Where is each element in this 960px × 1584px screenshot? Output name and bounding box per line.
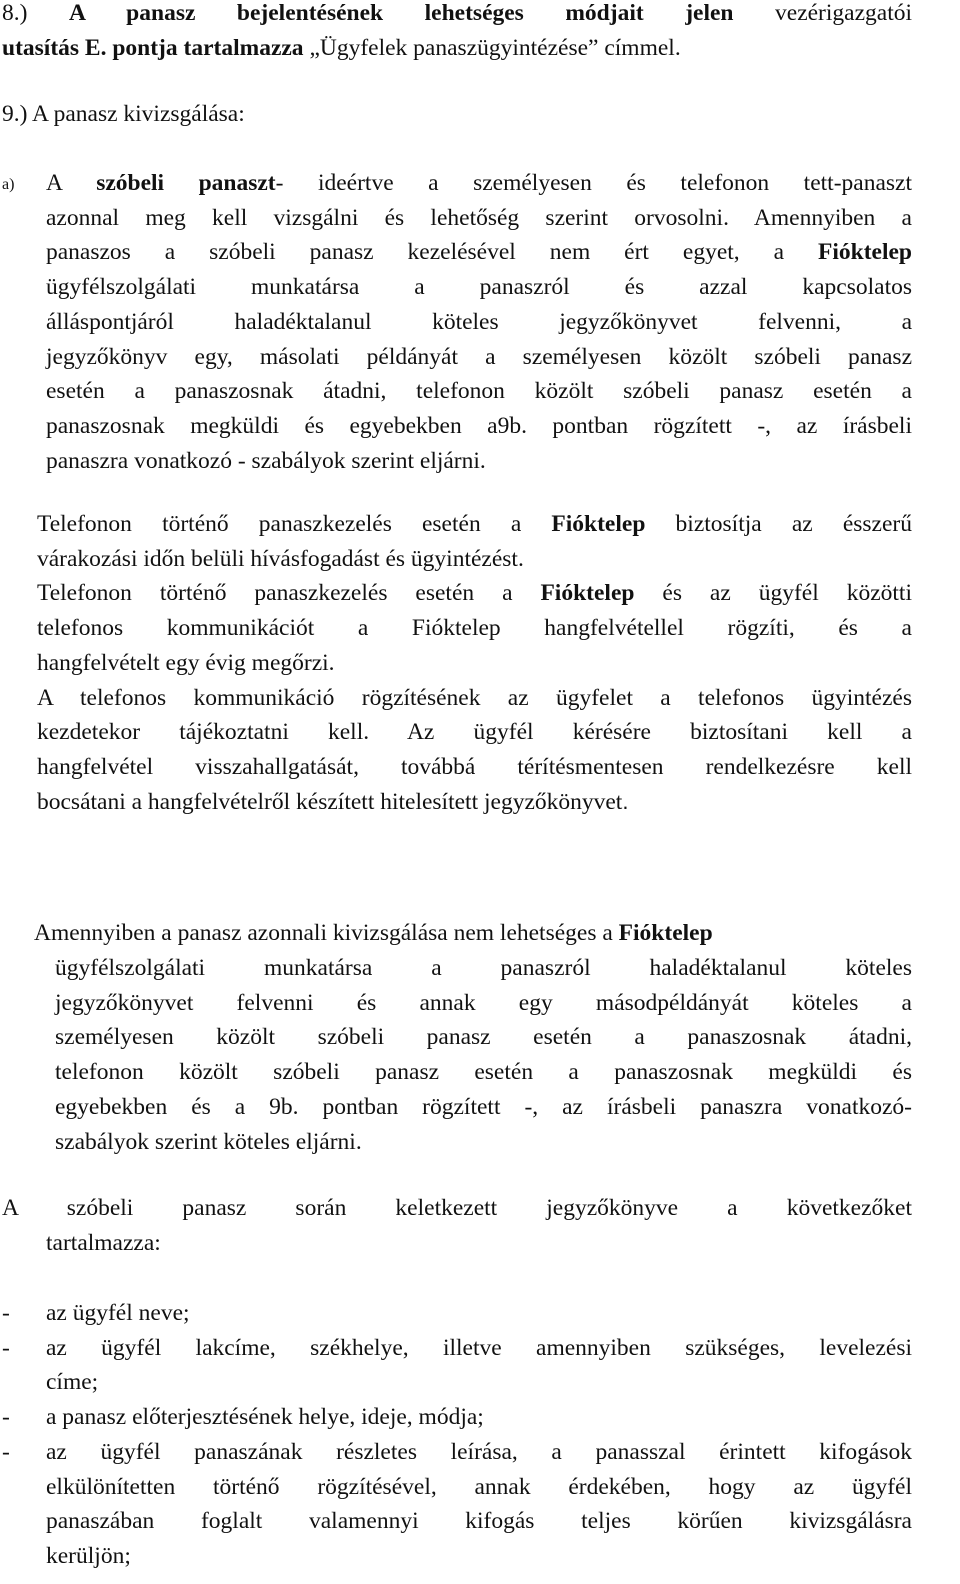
minutes-intro-line-2: tartalmazza: bbox=[46, 1230, 161, 1256]
item-a-bold-term: szóbeli panaszt bbox=[96, 170, 276, 196]
section-8-bold-text: A panasz bejelentésének lehetséges módjait jelen bbox=[68, 0, 734, 26]
list-item-line: címe; bbox=[46, 1369, 99, 1396]
list-item-line: az ügyfél neve; bbox=[46, 1300, 190, 1326]
phone-text-end: . bbox=[622, 788, 629, 814]
not-immediate-line-7: szabályok szerint köteles eljárni. bbox=[55, 1128, 362, 1155]
item-a-marker-text: a) bbox=[2, 176, 15, 193]
list-item-line: elkülönítetten történő rögzítésével, annak érdekében, hogy az ügyfél bbox=[46, 1473, 912, 1500]
item-a-text: Amennyiben a bbox=[728, 204, 912, 231]
item-a-line-6: jegyzőkönyv egy, másolati példányát a személyesen közölt szóbeli panasz bbox=[46, 343, 912, 370]
list-item bbox=[2, 1435, 912, 1574]
phone-p3-line-4 bbox=[37, 785, 912, 820]
not-immediate-line-2: ügyfélszolgálati munkatársa a panaszról haladéktalanul köteles bbox=[55, 955, 912, 981]
phone-text: bocsátani a hangfelvételről készített hitelesített jegyzőkönyvet bbox=[37, 788, 623, 815]
not-immediate-first-line bbox=[34, 916, 912, 951]
not-immediate-line-1 bbox=[34, 916, 912, 951]
section-9-heading-text: 9.) A panasz kivizsgálása: bbox=[2, 101, 245, 127]
phone-p2-line-3: hangfelvételt egy évig megőrzi. bbox=[37, 649, 335, 676]
item-a-bold-term: Fióktelep bbox=[818, 239, 912, 266]
section-8-text: vezérigazgatói bbox=[733, 0, 913, 26]
phone-bold-term: Fióktelep bbox=[551, 511, 646, 537]
list-item-line: a panasz előterjesztésének helye, ideje, módja; bbox=[46, 1404, 484, 1431]
phone-text: biztosítja az ésszerű bbox=[645, 511, 912, 537]
phone-paragraphs bbox=[37, 507, 912, 819]
phone-p1-line-1 bbox=[37, 507, 912, 542]
item-a-text: panaszos a szóbeli panasz kezelésével nem ért egyet, a bbox=[46, 239, 818, 266]
phone-p3-line-1: A telefonos kommunikáció rögzítésének az ügyfelet a telefonos ügyintézés bbox=[37, 684, 912, 711]
list-dash: - bbox=[2, 1438, 10, 1465]
item-a-text: azonnal meg kell vizsgálni és lehetőség szerint orvosolni. bbox=[46, 204, 729, 231]
phone-p2-line-1 bbox=[37, 576, 912, 611]
section-8-text-2: „Ügyfelek panaszügyintézése” címmel. bbox=[303, 34, 681, 61]
phone-p1-line-2: várakozási időn belüli hívásfogadást és ügyintézést. bbox=[37, 545, 524, 572]
list-item-line: panaszában foglalt valamennyi kifogás teljes körűen kivizsgálásra bbox=[46, 1508, 912, 1535]
phone-p2-line-2: telefonos kommunikációt a Fióktelep hangfelvétellel rögzíti, és a bbox=[37, 615, 912, 642]
list-dash: - bbox=[2, 1300, 10, 1326]
item-a-line-5: álláspontjáról haladéktalanul köteles jegyzőkönyvet felvenni, a bbox=[46, 308, 912, 335]
not-immediate-line-5: telefonon közölt szóbeli panasz esetén a panaszosnak megküldi és bbox=[55, 1059, 912, 1086]
list-item-line: az ügyfél panaszának részletes leírása, a panasszal érintett kifogások bbox=[46, 1438, 912, 1465]
list-item-line: az ügyfél lakcíme, székhelye, illetve amennyiben szükséges, levelezési bbox=[46, 1334, 912, 1361]
item-a-line-7: esetén a panaszosnak átadni, telefonon közölt szóbeli panasz esetén a bbox=[46, 378, 912, 405]
section-9-heading bbox=[2, 97, 912, 132]
item-a-line-8: panaszosnak megküldi és egyebekben a9b. pontban rögzített -, az írásbeli bbox=[46, 412, 912, 439]
requirements-list bbox=[2, 1296, 912, 1574]
item-a-marker bbox=[2, 168, 42, 203]
minutes-intro-continuation bbox=[46, 1226, 912, 1261]
section-8 bbox=[2, 0, 912, 65]
phone-text: Telefonon történő panaszkezelés esetén a bbox=[37, 580, 541, 607]
item-a-line-9: panaszra vonatkozó - szabályok szerint eljárni. bbox=[46, 447, 486, 474]
list-item bbox=[2, 1400, 912, 1435]
not-immediate-text: Amennyiben a panasz azonnali kivizsgálása nem lehetséges a bbox=[34, 920, 619, 946]
list-dash: - bbox=[2, 1334, 10, 1361]
not-immediate-line-4: személyesen közölt szóbeli panasz esetén a panaszosnak átadni, bbox=[55, 1024, 912, 1051]
phone-text: Telefonon történő panaszkezelés esetén a bbox=[37, 511, 552, 537]
section-8-number: 8.) bbox=[2, 0, 28, 26]
section-8-line-2 bbox=[2, 31, 912, 66]
phone-p3-line-3: hangfelvétel visszahallgatását, továbbá térítésmentesen rendelkezésre kell bbox=[37, 753, 912, 780]
not-immediate-bold-term: Fióktelep bbox=[618, 920, 713, 946]
minutes-intro-first-line bbox=[2, 1191, 912, 1226]
phone-p3-line-2: kezdetekor tájékoztatni kell. Az ügyfél kérésére biztosítani kell a bbox=[37, 719, 912, 746]
item-a-line-4: ügyfélszolgálati munkatársa a panaszról és azzal kapcsolatos bbox=[46, 274, 912, 301]
section-8-bold-text-2: utasítás E. pontja tartalmazza bbox=[2, 34, 304, 61]
item-a-text: A bbox=[46, 170, 97, 196]
item-a-line-1 bbox=[46, 166, 912, 201]
phone-text: és az ügyfél közötti bbox=[634, 580, 912, 607]
item-a-line-2 bbox=[46, 201, 912, 236]
not-immediate-line-6: egyebekben és a 9b. pontban rögzített -, az írásbeli panaszra vonatkozó- bbox=[55, 1093, 912, 1120]
not-immediate-line-3: jegyzőkönyvet felvenni és annak egy másodpéldányát köteles a bbox=[55, 989, 912, 1016]
not-immediate-paragraph bbox=[55, 951, 912, 1159]
section-8-line-1 bbox=[2, 0, 912, 31]
list-dash: - bbox=[2, 1404, 10, 1431]
list-item bbox=[2, 1331, 912, 1400]
item-a-paragraph bbox=[46, 166, 912, 478]
minutes-intro-line-1: A szóbeli panasz során keletkezett jegyzőkönyve a következőket bbox=[2, 1195, 912, 1221]
item-a-text: - ideértve a személyesen és telefonon tett-panaszt bbox=[275, 170, 912, 196]
phone-bold-term: Fióktelep bbox=[540, 580, 635, 607]
item-a-line-3 bbox=[46, 235, 912, 270]
list-item bbox=[2, 1296, 912, 1331]
list-item-line: kerüljön; bbox=[46, 1542, 131, 1569]
